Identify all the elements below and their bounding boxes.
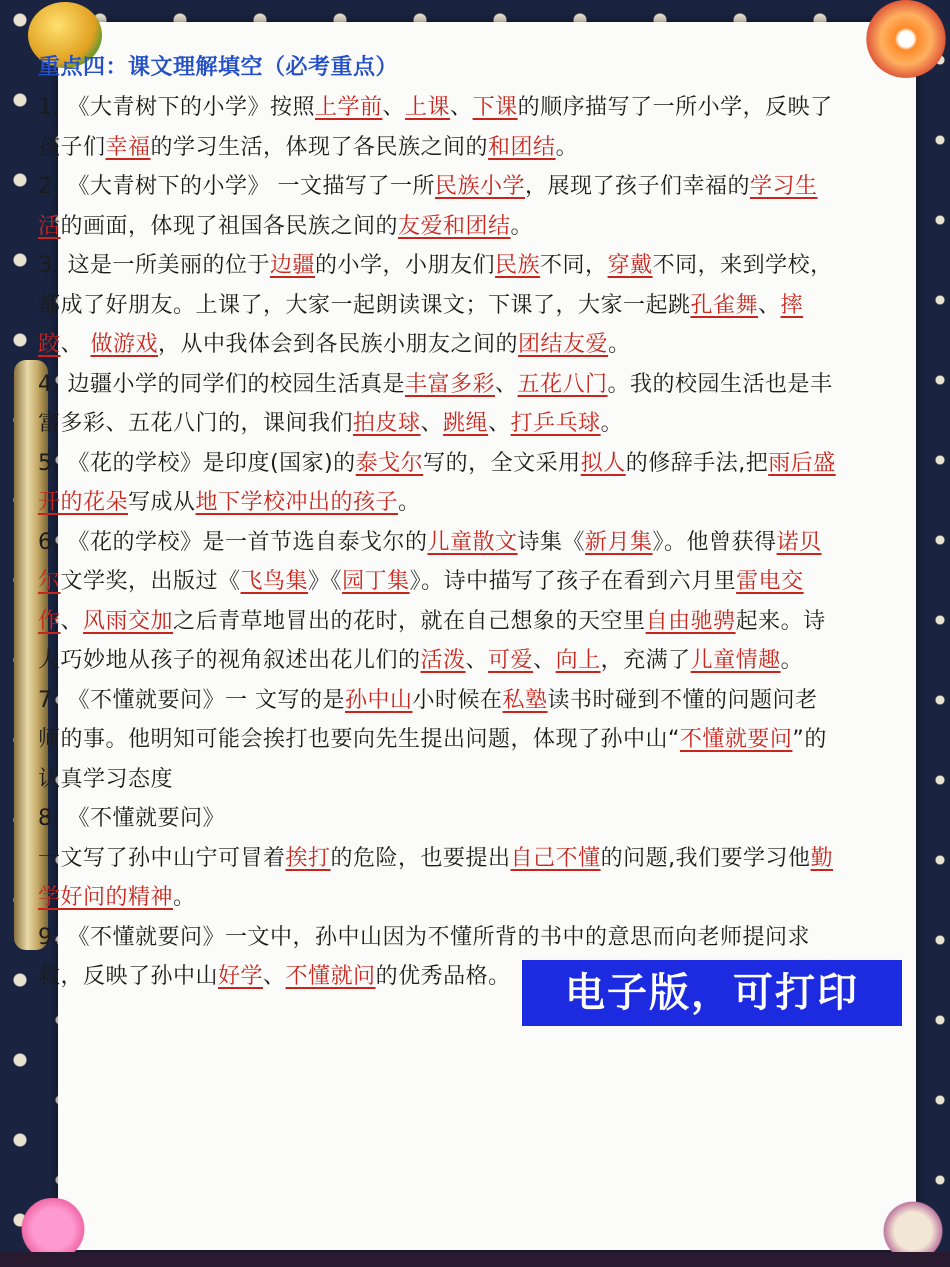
answer-text: 上学前 — [315, 95, 383, 120]
question-number: 1. — [38, 95, 68, 120]
answer-text: 向上 — [555, 648, 601, 673]
question-item — [38, 88, 838, 167]
question-number: 3. — [38, 253, 68, 278]
question-text: 《花的学校》是一首节选自泰戈尔的 — [67, 529, 428, 555]
question-text: 。 — [398, 490, 421, 515]
answer-text: 幸福 — [105, 134, 151, 160]
question-text: 、 — [533, 648, 556, 673]
question-text: 、 — [488, 411, 511, 436]
question-text: 。 — [608, 332, 631, 357]
answer-text: 活泼 — [420, 648, 466, 673]
question-text: 《大青树下的小学》 一文描写了一所 — [67, 174, 435, 199]
section-heading: 重点四：课文理解填空（必考重点） — [38, 55, 399, 80]
question-text: 文学奖，出版过《 — [60, 569, 241, 594]
answer-text: 勤学好问的精神 — [38, 845, 834, 910]
question-text: 。 — [600, 411, 624, 436]
question-text: 读书时碰到不懂的问题问老师的事。他明知可能会挨打也要向先生提出问题，体现了孙中山“ — [38, 687, 818, 752]
question-text: 、 — [420, 411, 444, 436]
answer-text: 五花八门 — [517, 371, 608, 397]
question-text: 、 — [382, 95, 406, 120]
answer-text: 不懂就要问 — [679, 727, 793, 752]
answer-text: 穿戴 — [607, 253, 653, 278]
question-text: 起来。诗人巧妙地从孩子的视角叙述出花儿们的 — [38, 608, 826, 673]
answer-text: 地下学校冲出的孩子 — [195, 490, 399, 515]
answer-text: 自由驰骋 — [645, 608, 736, 634]
answer-text: 拍皮球 — [353, 411, 421, 436]
question-item — [38, 444, 838, 523]
answer-text: 好学 — [218, 964, 264, 989]
question-text: 之后青草地冒出的花时，就在自己想象的天空里 — [173, 608, 646, 634]
question-text: 、 — [263, 964, 286, 989]
answer-text: 跳绳 — [443, 411, 489, 436]
question-text: 的画面，体现了祖国各民族之间的 — [60, 213, 399, 239]
question-text: 、 — [495, 371, 518, 397]
printable-badge: 电子版，可打印 — [522, 960, 902, 1026]
question-item — [38, 246, 838, 365]
question-number: 4. — [38, 371, 68, 397]
answer-text: 雨后盛开的花朵 — [38, 450, 836, 515]
answer-text: 摔跤 — [38, 292, 804, 357]
answer-text: 做游戏 — [90, 332, 159, 357]
question-text: 。 — [555, 134, 579, 160]
question-number: 5. — [38, 450, 68, 476]
question-text: 不同， — [540, 253, 608, 278]
answer-text: 园丁集 — [342, 569, 410, 594]
answer-text: 民族小学 — [434, 174, 525, 199]
question-number: 9. — [38, 924, 68, 950]
donut-ornament — [866, 0, 946, 78]
answer-text: 儿童散文 — [427, 529, 518, 555]
question-text: 《不懂就要问》一 文写的是 — [67, 687, 345, 713]
answer-text: 友爱和团结 — [398, 213, 511, 239]
question-text: 诗集《 — [517, 529, 586, 555]
question-text: ，展现了孩子们幸福的 — [525, 174, 751, 199]
question-text: 。 — [510, 213, 534, 239]
answer-text: 泰戈尔 — [355, 450, 424, 476]
question-item — [38, 681, 838, 800]
question-text: ，从中我体会到各民族小朋友之间的 — [158, 332, 519, 357]
question-text: 《花的学校》是印度(国家)的 — [67, 450, 356, 476]
question-text: 《不懂就要问》 — [67, 806, 225, 831]
question-text: 的顺序描写了一所小学，反映了孩子们 — [38, 95, 833, 160]
answer-text: 边疆 — [270, 253, 316, 278]
question-text: 写的，全文采用 — [423, 450, 581, 476]
question-number: 6. — [38, 529, 68, 555]
answer-text: 民族 — [495, 253, 541, 278]
question-text: 小时候在 — [412, 687, 503, 713]
answer-text: 飞鸟集 — [240, 569, 309, 594]
question-text: ，充满了 — [600, 648, 691, 673]
question-text: 。我的校园生活也是丰富多彩、五花八门的，课间我们 — [38, 371, 833, 436]
question-text: 《不懂就要问》一文中，孙中山因为不懂所背的书中的意思而向老师提问求救，反映了孙中山 — [38, 924, 810, 989]
answer-text: 儿童情趣 — [690, 648, 781, 673]
question-text: 的修辞手法,把 — [625, 450, 769, 476]
question-text: 边疆小学的同学们的校园生活真是 — [67, 371, 405, 397]
bow-ornament — [14, 1198, 92, 1260]
question-number: 2. — [38, 174, 68, 199]
question-text: 、 — [465, 648, 489, 673]
answer-text: 上课 — [405, 95, 451, 120]
question-item — [38, 523, 838, 681]
question-text: 、 — [60, 608, 84, 634]
question-text: 的优秀品格。 — [375, 964, 511, 989]
answer-text: 自己不懂 — [510, 845, 601, 871]
question-number: 8. — [38, 806, 68, 831]
answer-text: 团结友爱 — [518, 332, 609, 357]
question-text: 一文写了孙中山宁可冒着 — [38, 845, 286, 871]
question-text: 写成从 — [128, 490, 196, 515]
answer-text: 诺贝尔 — [38, 529, 822, 594]
answer-text: 拟人 — [580, 450, 626, 476]
answer-text: 不懂就问 — [285, 964, 376, 989]
worksheet-content — [38, 52, 838, 997]
question-text: ”的认真学习态度 — [38, 727, 827, 792]
question-text: 、 — [450, 95, 473, 120]
question-text: 》。诗中描写了孩子在看到六月里 — [409, 569, 737, 594]
question-item — [38, 799, 838, 839]
question-text: 这是一所美丽的位于 — [67, 253, 270, 278]
answer-text: 和团结 — [488, 134, 556, 160]
answer-text: 孔雀舞 — [690, 292, 759, 318]
answer-text: 下课 — [472, 95, 518, 120]
footer-strip — [0, 1252, 950, 1267]
question-text: 。 — [173, 885, 196, 910]
item-list — [38, 88, 838, 997]
answer-text: 孙中山 — [344, 687, 413, 713]
answer-text: 学习生活 — [38, 174, 818, 239]
question-text: 的学习生活，体现了各民族之间的 — [150, 134, 489, 160]
answer-text: 丰富多彩 — [405, 371, 496, 397]
answer-text: 挨打 — [285, 845, 331, 871]
question-text: 的危险，也要提出 — [330, 845, 511, 871]
question-text: 的小学，小朋友们 — [315, 253, 496, 278]
question-item — [38, 365, 838, 444]
question-text: 、 — [60, 332, 91, 357]
question-text: 》。他曾获得 — [652, 529, 777, 555]
answer-text: 雷电交作 — [38, 569, 804, 634]
question-text: 》《 — [308, 569, 343, 594]
answer-text: 可爱 — [488, 648, 534, 673]
answer-text: 私塾 — [502, 687, 548, 713]
question-text: 《大青树下的小学》按照 — [67, 95, 315, 120]
question-item — [38, 167, 838, 246]
question-text: 。 — [780, 648, 804, 673]
answer-text: 新月集 — [585, 529, 653, 555]
question-number: 7. — [38, 687, 68, 713]
question-text: 的问题,我们要学习他 — [600, 845, 811, 871]
question-text: 不同，来到学校，都成了好朋友。上课了，大家一起朗读课文；下课了，大家一起跳 — [38, 253, 833, 318]
question-item — [38, 839, 838, 918]
answer-text: 风雨交加 — [83, 608, 174, 634]
question-text: 、 — [758, 292, 781, 318]
answer-text: 打乒乓球 — [510, 411, 601, 436]
